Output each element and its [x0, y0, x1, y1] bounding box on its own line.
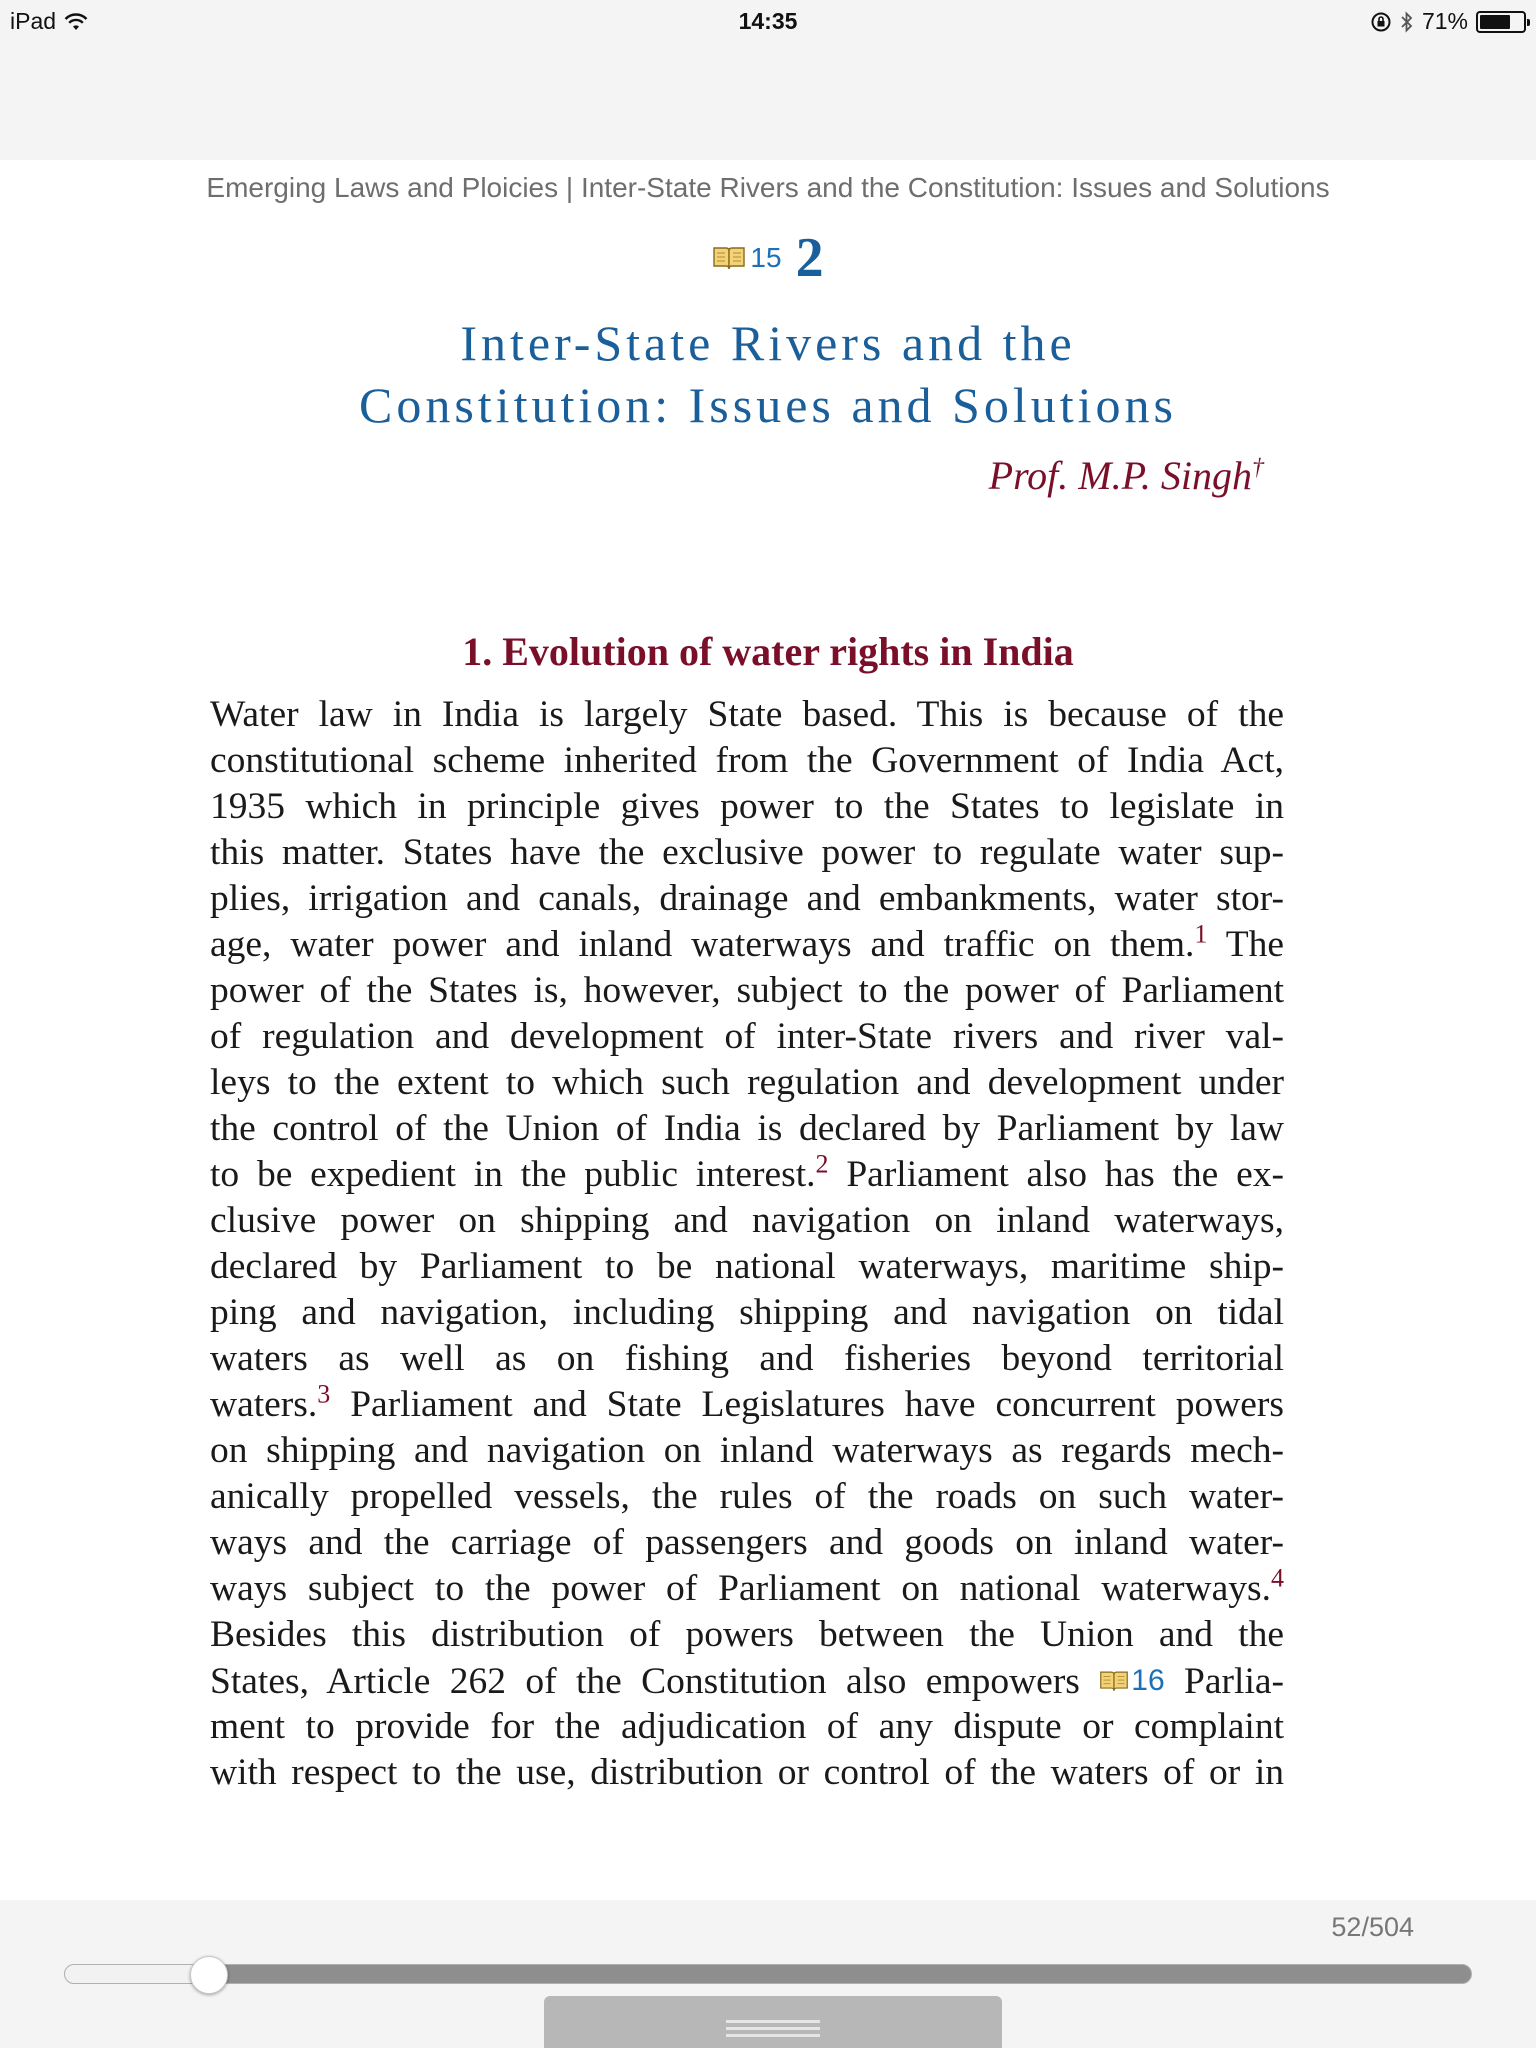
text-line: this matter. States have the exclusive power to regulate water sup-: [210, 832, 1284, 873]
status-right: [1370, 8, 1526, 35]
clock: 14:35: [738, 8, 798, 34]
author-footnote-mark: †: [1252, 454, 1264, 481]
bluetooth-icon: [1400, 10, 1414, 34]
text-segment: age, water power and inland waterways and traffic on them.: [210, 924, 1195, 965]
footnote-ref-1[interactable]: 1: [1194, 919, 1208, 949]
chapter-title-line-1: Inter-State Rivers and the: [460, 315, 1076, 371]
text-line: Besides this distribution of powers between the Union and the: [210, 1614, 1284, 1655]
section-heading: 1. Evolution of water rights in India: [462, 629, 1074, 674]
text-line: clusive power on shipping and navigation on inland waterways,: [210, 1200, 1284, 1241]
text-segment: Parlia-: [1184, 1661, 1284, 1702]
book-icon: [712, 245, 746, 271]
footnote-ref-4[interactable]: 4: [1271, 1563, 1284, 1593]
running-header: Emerging Laws and Ploicies | Inter-State Rivers and the Constitution: Issues and Solutions: [206, 172, 1330, 203]
text-line: the control of the Union of India is declared by Parliament by law: [210, 1108, 1284, 1149]
text-line: [210, 1379, 1285, 1428]
chapter-title-line-2: Constitution: Issues and Solutions: [358, 377, 1177, 433]
author-name: Prof. M.P. Singh: [988, 453, 1252, 498]
battery-fill: [1480, 15, 1510, 29]
page-slider-thumb[interactable]: [190, 1956, 228, 1994]
text-line: constitutional scheme inherited from the Government of India Act,: [210, 740, 1284, 781]
grip-icon: [726, 2020, 820, 2034]
drawer-handle[interactable]: [544, 1996, 1002, 2048]
text-line: [210, 919, 1284, 968]
text-line: waters as well as on fishing and fisheries beyond territorial: [210, 1338, 1284, 1379]
orientation-lock-icon: [1370, 11, 1392, 33]
text-line: power of the States is, however, subject to the power of Parliament: [210, 970, 1284, 1011]
text-line: Water law in India is largely State based. This is because of the: [210, 694, 1284, 735]
page-ref-number: 15: [750, 242, 782, 273]
text-line: plies, irrigation and canals, drainage and embankments, water stor-: [210, 878, 1284, 919]
text-line: of regulation and development of inter-State rivers and river val-: [210, 1016, 1284, 1057]
page-slider-track[interactable]: [64, 1964, 1472, 1984]
text-line: 1935 which in principle gives power to the States to legislate in: [210, 786, 1284, 827]
battery-percent: 71%: [1421, 8, 1468, 34]
text-segment: waters.: [210, 1384, 318, 1425]
text-segment: Parliament and State Legislatures have concurrent powers: [350, 1384, 1285, 1425]
text-line: ping and navigation, including shipping and navigation on tidal: [210, 1292, 1284, 1333]
text-line: declared by Parliament to be national waterways, maritime ship-: [210, 1246, 1284, 1287]
text-line: on shipping and navigation on inland waterways as regards mech-: [210, 1430, 1284, 1471]
text-line: [210, 1658, 1284, 1704]
author: [989, 452, 1264, 499]
text-line: ment to provide for the adjudication of any dispute or complaint: [210, 1706, 1284, 1747]
text-segment: ways subject to the power of Parliament on national waterways.: [210, 1568, 1271, 1609]
page-slider-read-portion: [65, 1965, 210, 1983]
text-line: ways and the carriage of passengers and goods on inland water-: [210, 1522, 1284, 1563]
body-text: [210, 692, 1284, 1796]
footnote-ref-2[interactable]: 2: [815, 1149, 829, 1179]
chapter-number: 2: [795, 227, 824, 289]
page-ref-number: 16: [1131, 1664, 1165, 1697]
footnote-ref-3[interactable]: 3: [317, 1379, 331, 1409]
device-name: iPad: [10, 8, 57, 34]
text-segment: The: [1225, 924, 1284, 965]
page-reference-15[interactable]: [712, 242, 781, 274]
chapter-line: [0, 226, 1536, 290]
text-segment: States, Article 262 of the Constitution also empowers: [210, 1661, 1080, 1702]
reader-toolbar[interactable]: [0, 42, 1536, 160]
status-bar: [0, 0, 1536, 42]
text-line: leys to the extent to which such regulation and development under: [210, 1062, 1284, 1103]
text-segment: to be expedient in the public interest.: [210, 1154, 816, 1195]
text-line: with respect to the use, distribution or control of the waters of or in: [210, 1752, 1284, 1793]
text-segment: Parliament also has the ex-: [846, 1154, 1284, 1195]
battery-icon: [1476, 11, 1526, 33]
chapter-title: [0, 312, 1536, 436]
book-icon: [1099, 1669, 1129, 1693]
page-counter: 52/504: [1331, 1912, 1414, 1942]
page-reference-16[interactable]: [1099, 1658, 1164, 1704]
text-line: [210, 1149, 1284, 1198]
text-line: anically propelled vessels, the rules of the roads on such water-: [210, 1476, 1284, 1517]
text-line: [210, 1563, 1284, 1612]
